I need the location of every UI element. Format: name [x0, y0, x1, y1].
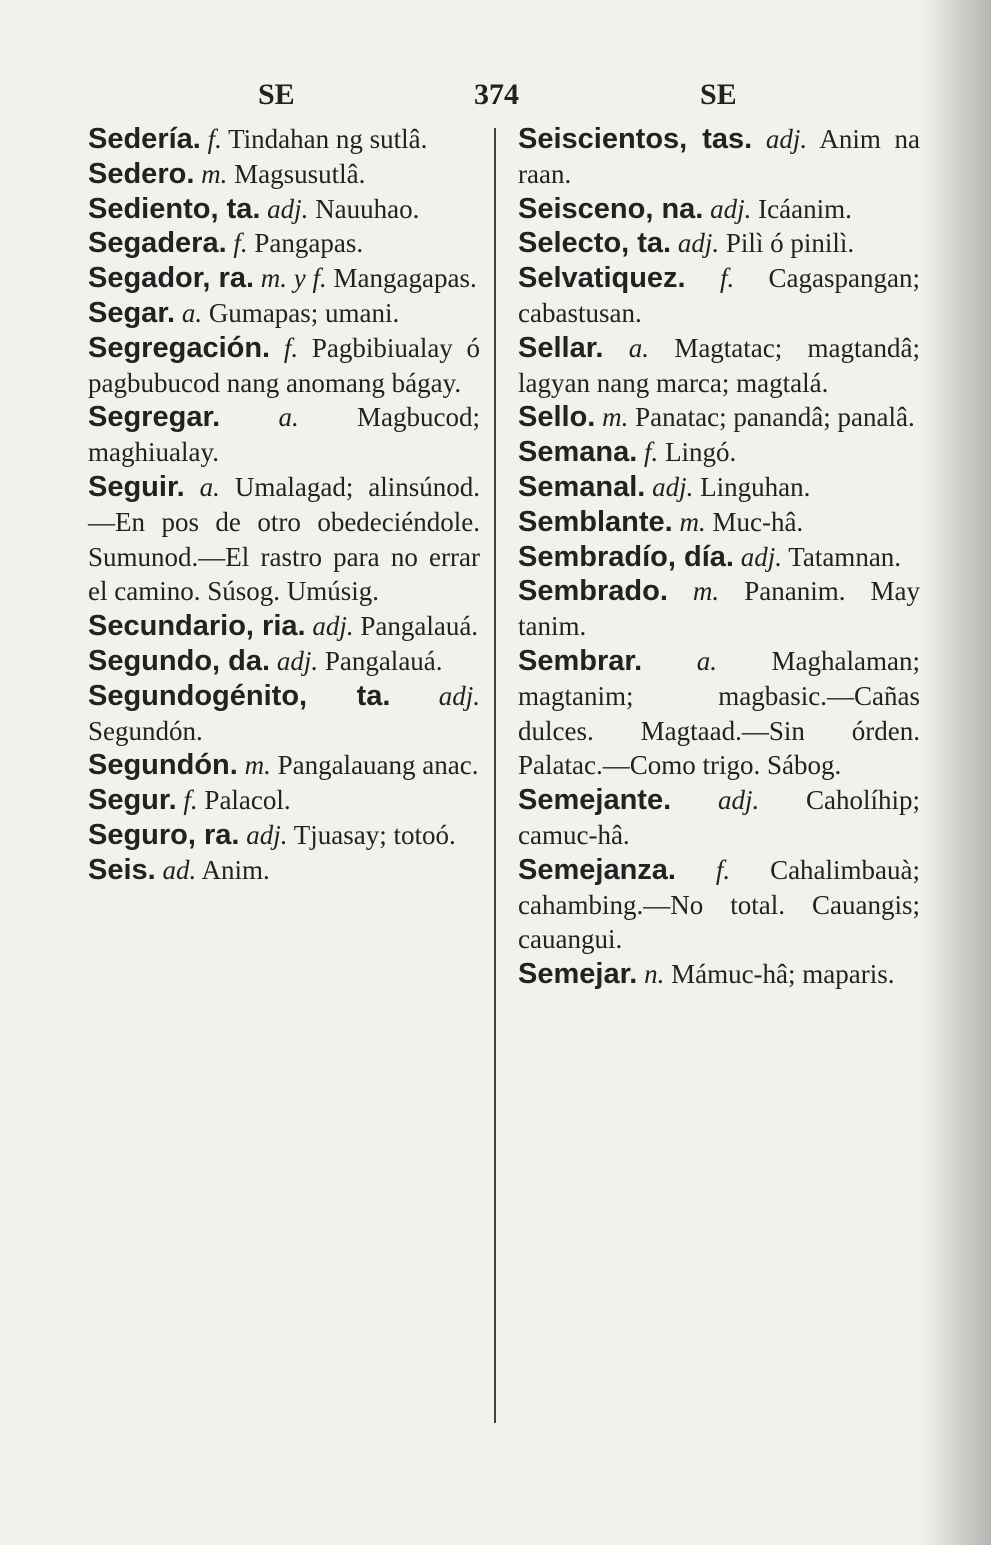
dictionary-entry	[88, 853, 480, 888]
dictionary-entry	[88, 226, 480, 261]
entry-definition: Magsusutlâ.	[234, 158, 366, 189]
entry-grammar: adj.	[246, 819, 288, 850]
entry-headword: Semejanza.	[518, 853, 676, 886]
entry-headword: Semanal.	[518, 470, 646, 503]
entry-definition: Pilì ó pinilì.	[725, 228, 855, 259]
column-divider	[494, 128, 496, 1423]
entry-grammar: a.	[696, 645, 717, 676]
entry-definition: Cahalimbauà; cahambing.—No total. Cauangis; cauangui.	[518, 854, 921, 955]
entry-headword: Segundogénito, ta.	[88, 679, 391, 712]
entry-headword: Sembrado.	[518, 575, 668, 608]
entry-headword: Segadera.	[88, 227, 227, 260]
dictionary-entry	[88, 122, 480, 157]
entry-grammar: adj.	[276, 645, 319, 676]
dictionary-entry	[518, 853, 920, 957]
entry-definition: Pangapas.	[254, 228, 364, 259]
entry-headword: Secundario, ria.	[88, 610, 306, 643]
entry-headword: Sediento, ta.	[88, 192, 261, 225]
entry-headword: Segundón.	[88, 749, 238, 782]
entry-definition: Segundón.	[88, 715, 203, 746]
entry-definition: Icáanim.	[758, 193, 852, 224]
entry-grammar: f.	[719, 263, 735, 294]
entry-definition: Lingó.	[665, 437, 737, 468]
dictionary-entry	[88, 157, 480, 192]
entry-definition: Magtatac; magtandâ; lagyan nang marca; magtalá.	[518, 332, 921, 398]
dictionary-entry	[518, 226, 920, 261]
entry-definition: Mámuc-hâ; maparis.	[671, 959, 895, 990]
entry-definition: Muc-hâ.	[712, 506, 804, 537]
dictionary-entry	[518, 261, 920, 331]
entry-grammar: f.	[715, 854, 731, 885]
entry-headword: Seisceno, na.	[518, 192, 704, 225]
entry-headword: Sedero.	[88, 157, 195, 190]
entry-definition: Panatac; panandâ; panalâ.	[635, 402, 915, 433]
entry-grammar: ad.	[162, 854, 197, 885]
entry-headword: Semejar.	[518, 958, 638, 991]
entry-grammar: adj.	[312, 611, 354, 642]
entry-grammar: adj.	[652, 471, 694, 502]
entry-definition: Pagbibiualay ó pagbubucod nang anomang bágay.	[88, 332, 481, 398]
entry-headword: Segregar.	[88, 401, 221, 434]
entry-headword: Sembrar.	[518, 644, 643, 677]
entry-headword: Selecto, ta.	[518, 227, 672, 260]
dictionary-entry	[88, 331, 480, 401]
entry-grammar: adj.	[267, 193, 309, 224]
entry-headword: Selvatiquez.	[518, 262, 686, 295]
entry-grammar: adj.	[438, 680, 480, 711]
entry-definition: Mangagapas.	[333, 263, 477, 294]
dictionary-entry	[518, 957, 920, 992]
entry-definition: Maghalaman; magtanim; magbasic.—Cañas dulces. Magtaad.—Sin órden. Palatac.—Como trigo. Sábog.	[518, 645, 920, 781]
entry-headword: Sellar.	[518, 331, 604, 364]
entry-definition: Anim.	[201, 854, 270, 885]
entry-headword: Semana.	[518, 436, 638, 469]
entry-definition: Pananim. May tanim.	[518, 576, 920, 642]
dictionary-entry	[518, 783, 920, 853]
entry-grammar: m.	[201, 158, 228, 189]
dictionary-entry	[88, 296, 480, 331]
entry-definition: Caholíhip; camuc-hâ.	[518, 785, 920, 850]
dictionary-entry	[518, 192, 920, 227]
entry-grammar: adj.	[677, 228, 720, 259]
entry-definition: Tjuasay; totoó.	[293, 819, 456, 850]
entry-headword: Segundo, da.	[88, 644, 271, 677]
right-column	[518, 122, 920, 992]
entry-headword: Sedería.	[88, 123, 201, 155]
entry-definition: Cagaspangan; cabastusan.	[518, 263, 920, 328]
entry-grammar: f.	[183, 785, 198, 816]
entry-definition: Umalagad; alinsúnod.—En pos de otro obedeciéndole. Sumunod.—El rastro para no errar el camino. Súsog. Umúsig.	[88, 471, 481, 607]
entry-grammar: adj.	[765, 124, 808, 154]
entry-headword: Segador, ra.	[88, 262, 255, 295]
page-number: 374	[474, 78, 519, 111]
entry-headword: Segur.	[88, 784, 177, 817]
entry-grammar: f.	[233, 228, 248, 259]
entry-headword: Seguro, ra.	[88, 818, 240, 851]
dictionary-entry	[518, 122, 920, 192]
dictionary-entry	[518, 400, 920, 435]
entry-definition: Pangalauang anac.	[277, 750, 479, 781]
dictionary-entry	[518, 540, 920, 575]
entry-definition: Pangalauá.	[324, 645, 443, 676]
entry-grammar: n.	[644, 959, 665, 990]
entry-grammar: m.	[244, 750, 271, 781]
entry-definition: Nauuhao.	[315, 193, 420, 224]
dictionary-entry	[518, 331, 920, 401]
dictionary-entry	[518, 644, 920, 783]
dictionary-entry	[518, 435, 920, 470]
entry-grammar: adj.	[717, 785, 760, 816]
dictionary-entry	[88, 783, 480, 818]
entry-definition: Palacol.	[204, 785, 291, 816]
page-edge-shadow	[921, 0, 991, 1545]
entry-definition: Pangalauá.	[360, 611, 479, 642]
entry-grammar: adj.	[740, 541, 782, 572]
dictionary-entry	[88, 644, 480, 679]
entry-definition: Gumapas; umani.	[208, 297, 400, 328]
entry-grammar: m. y f.	[260, 263, 327, 294]
entry-grammar: m.	[679, 506, 706, 537]
entry-grammar: a.	[628, 332, 650, 363]
entry-definition: Tindahan ng sutlâ.	[228, 124, 428, 154]
entry-grammar: f.	[283, 332, 299, 363]
entry-headword: Sello.	[518, 401, 596, 434]
entry-grammar: a.	[278, 402, 299, 433]
dictionary-entry	[518, 470, 920, 505]
dictionary-entry	[88, 192, 480, 227]
entry-definition: Magbucod; maghiualay.	[88, 402, 481, 468]
entry-headword: Semejante.	[518, 784, 672, 817]
left-column	[88, 122, 480, 888]
entry-grammar: m.	[692, 576, 720, 607]
dictionary-entry	[88, 818, 480, 853]
dictionary-entry	[88, 470, 480, 609]
entry-definition: Tatamnan.	[788, 541, 902, 572]
running-head-right: SE	[700, 78, 737, 111]
entry-headword: Segar.	[88, 296, 176, 329]
dictionary-entry	[88, 679, 480, 749]
dictionary-entry	[88, 748, 480, 783]
entry-headword: Seguir.	[88, 470, 185, 503]
entry-grammar: f.	[644, 437, 659, 468]
entry-grammar: adj.	[710, 193, 752, 224]
entry-headword: Semblante.	[518, 505, 673, 538]
dictionary-entry	[88, 609, 480, 644]
entry-grammar: m.	[602, 402, 629, 433]
dictionary-entry	[88, 261, 480, 296]
dictionary-entry	[88, 400, 480, 470]
entry-headword: Segregación.	[88, 331, 271, 364]
entry-headword: Sembradío, día.	[518, 540, 734, 573]
entry-definition: Anim na raan.	[518, 124, 920, 189]
entry-headword: Seiscientos, tas.	[518, 123, 753, 155]
entry-grammar: a.	[199, 471, 220, 502]
entry-grammar: a.	[181, 297, 203, 328]
running-head-left: SE	[258, 78, 295, 111]
dictionary-entry	[518, 505, 920, 540]
entry-grammar: f.	[207, 124, 222, 154]
entry-definition: Linguhan.	[700, 471, 811, 502]
dictionary-entry	[518, 574, 920, 644]
entry-headword: Seis.	[88, 853, 156, 886]
